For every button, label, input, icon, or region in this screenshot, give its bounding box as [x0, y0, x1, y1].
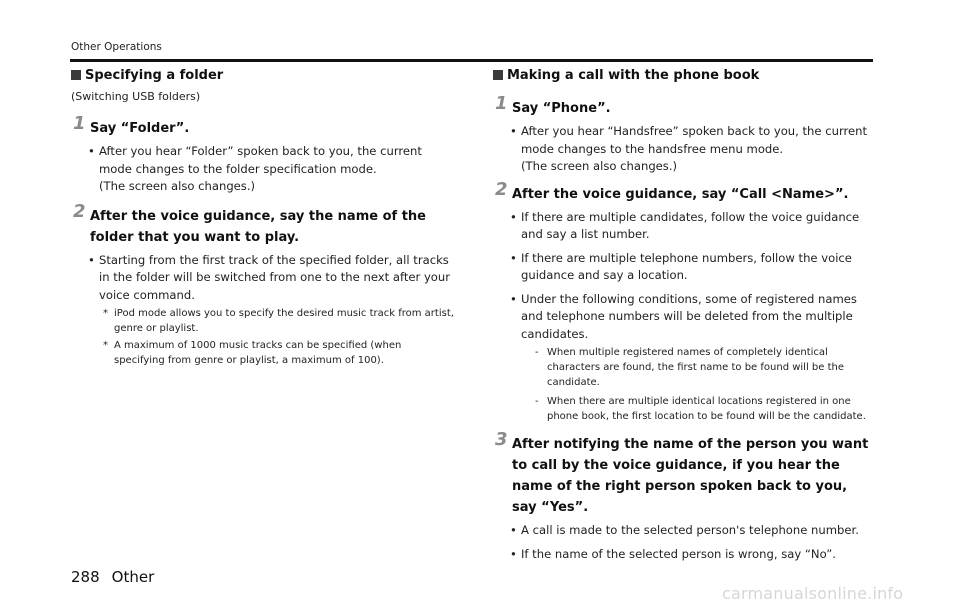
step-heading [493, 178, 873, 205]
bullet-text: After you hear “Handsfree” spoken back to you, the current mode changes to the handsfree menu mode. (The screen also changes.) [521, 124, 868, 173]
dash-marker: - [535, 396, 539, 407]
list-item [493, 522, 873, 540]
list-item [493, 546, 873, 564]
list-item [71, 338, 455, 368]
square-bullet-icon [493, 70, 503, 80]
step-block-2 [71, 200, 455, 369]
bullet-text: Starting from the first track of the specified folder, all tracks in the folder will be switched from one to the next after your voice command. [99, 252, 451, 302]
step-number: 3 [495, 429, 508, 450]
section-title-specifying-folder [71, 68, 455, 84]
bullet-text: After you hear “Folder” spoken back to you, the current mode changes to the folder specification mode. (The screen also changes.) [99, 144, 422, 193]
bullet-marker: • [510, 250, 517, 265]
step-block-3 [493, 429, 873, 563]
asterisk-marker: * [103, 340, 108, 351]
step-text: Say “Phone”. [512, 101, 611, 116]
step-heading [71, 113, 455, 139]
section-title-text: Making a call with the phone book [507, 68, 760, 83]
bullet-marker: • [510, 523, 517, 537]
left-column [71, 68, 455, 370]
page-footer [71, 568, 154, 586]
bullet-text: Under the following conditions, some of registered names and telephone numbers will be deleted from the multiple candidates. [521, 291, 857, 341]
step-heading [493, 429, 873, 518]
bullet-marker: • [510, 209, 517, 224]
bullet-marker: • [510, 546, 517, 561]
list-item [493, 345, 873, 390]
watermark: carmanualsonline.info [722, 584, 904, 603]
section-note: (Switching USB folders) [71, 90, 201, 103]
step-text: After notifying the name of the person you want to call by the voice guidance, if you hear the name of the right person spoken back to you, say “Yes”. [512, 437, 869, 515]
bullet-text: If there are multiple candidates, follow the voice guidance and say a list number. [521, 209, 860, 241]
footnote-text: iPod mode allows you to specify the desired music track from artist, genre or playlist. [114, 308, 454, 334]
bullet-list [71, 143, 455, 196]
bullet-marker: • [510, 291, 517, 306]
section-title-phone-book [493, 68, 873, 84]
step-text: Say “Folder”. [90, 121, 190, 136]
footnote-text: A maximum of 1000 music tracks can be specified (when specifying from genre or playlist, a maximum of 100). [114, 340, 402, 366]
running-header: Other Operations [71, 41, 162, 53]
list-item [493, 209, 873, 244]
page-number: 288 [71, 568, 100, 586]
bullet-marker: • [88, 252, 95, 267]
bullet-marker: • [510, 124, 517, 138]
step-number: 2 [495, 178, 508, 200]
bullet-marker: • [88, 144, 95, 158]
step-block-1 [71, 113, 455, 196]
bullet-text: If the name of the selected person is wrong, say “No”. [521, 546, 836, 561]
bullet-text: A call is made to the selected person's telephone number. [521, 523, 859, 537]
step-heading [71, 200, 455, 248]
square-bullet-icon [71, 70, 81, 80]
step-number: 1 [495, 93, 508, 114]
bullet-list [493, 522, 873, 563]
list-item [493, 291, 873, 344]
bullet-list [71, 252, 455, 305]
bullet-list [493, 123, 873, 176]
section-title-text: Specifying a folder [85, 68, 224, 83]
header-rule [70, 59, 873, 62]
dash-marker: - [535, 347, 539, 358]
step-block-2 [493, 178, 873, 425]
footnote-list [71, 306, 455, 368]
list-item [71, 143, 455, 196]
condition-text: When multiple registered names of completely identical characters are found, the first name to be found will be the candidate. [547, 347, 845, 388]
list-item [71, 252, 455, 305]
right-column [493, 68, 873, 569]
step-number: 2 [73, 200, 86, 222]
sub-condition-list [493, 345, 873, 424]
list-item [493, 123, 873, 176]
footer-section: Other [111, 568, 155, 586]
step-heading [493, 93, 873, 119]
condition-text: When there are multiple identical locations registered in one phone book, the first location to be found will be the candidate. [547, 396, 866, 422]
list-item [493, 250, 873, 285]
bullet-list [493, 209, 873, 344]
step-text: After the voice guidance, say “Call <Name>”. [512, 186, 849, 202]
step-block-1 [493, 93, 873, 176]
list-item [71, 306, 455, 336]
bullet-text: If there are multiple telephone numbers, follow the voice guidance and say a location. [521, 250, 852, 282]
list-item [493, 394, 873, 424]
asterisk-marker: * [103, 308, 108, 319]
step-number: 1 [73, 113, 86, 134]
step-text: After the voice guidance, say the name of the folder that you want to play. [90, 208, 426, 245]
